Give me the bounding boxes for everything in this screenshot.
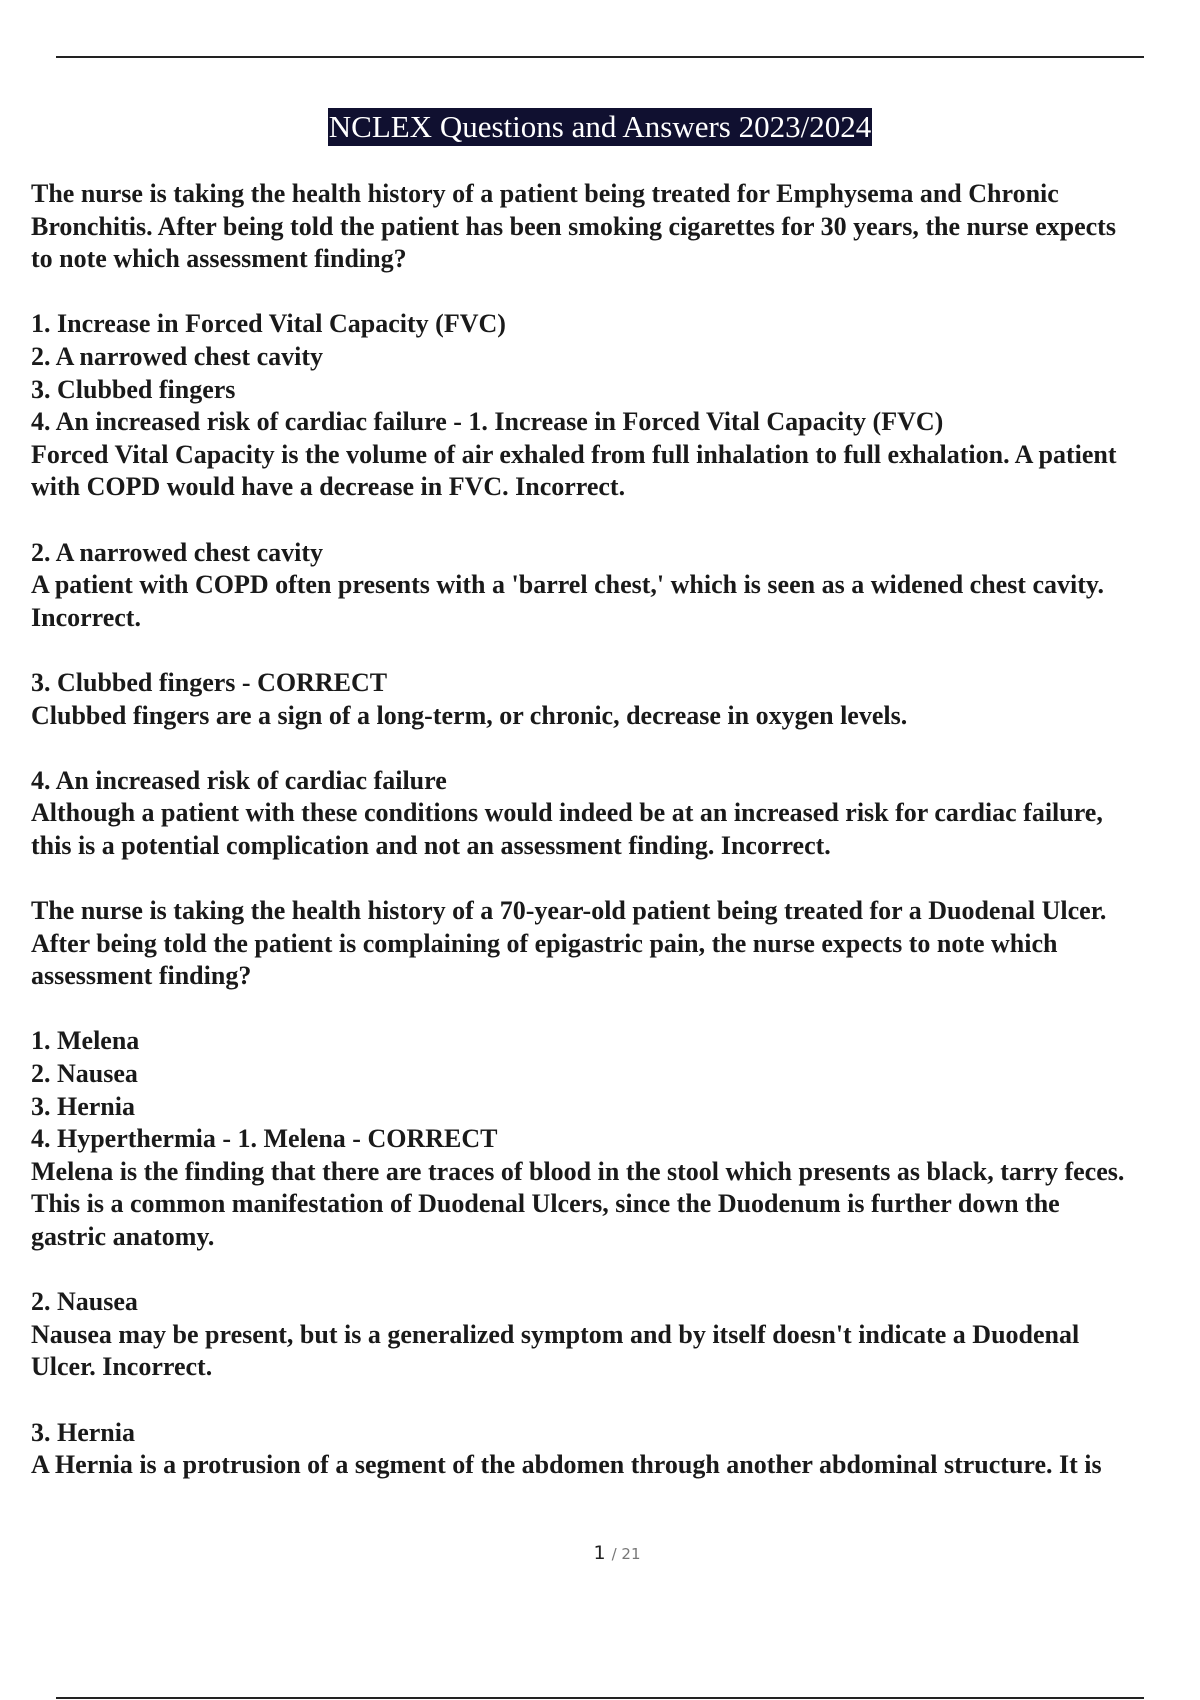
text-line: Incorrect. (31, 602, 141, 632)
text-line: Ulcer. Incorrect. (31, 1352, 213, 1382)
text-line: After being told the patient is complaining of epigastric pain, the nurse expects to note which (31, 928, 1058, 958)
text-line: 1. Increase in Forced Vital Capacity (FVC) (31, 309, 506, 339)
text-line: 2. Nausea (31, 1059, 138, 1089)
text-line: 2. A narrowed chest cavity (31, 537, 323, 567)
text-line: 4. An increased risk of cardiac failure (31, 765, 447, 795)
text-line: Nausea may be present, but is a generalized symptom and by itself doesn't indicate a Duodenal (31, 1319, 1080, 1349)
title-container (0, 108, 1200, 146)
paragraph-gap (31, 1384, 1200, 1417)
text-line: Clubbed fingers are a sign of a long-term, or chronic, decrease in oxygen levels. (31, 700, 908, 730)
text-line: The nurse is taking the health history of a 70-year-old patient being treated for a Duodenal Ulcer. (31, 896, 1107, 926)
text-line: 3. Clubbed fingers - CORRECT (31, 667, 388, 697)
current-page: 1 (593, 1542, 606, 1564)
text-line: 2. Nausea (31, 1287, 138, 1317)
text-line: 2. A narrowed chest cavity (31, 341, 323, 371)
paragraph-gap (31, 862, 1200, 895)
text-line: to note which assessment finding? (31, 244, 407, 274)
text-line: A Hernia is a protrusion of a segment of the abdomen through another abdominal structure. It is (31, 1450, 1102, 1480)
text-line: 3. Hernia (31, 1091, 135, 1121)
text-line: 4. An increased risk of cardiac failure - 1. Increase in Forced Vital Capacity (FVC) (31, 407, 944, 437)
paragraph-gap (31, 634, 1200, 667)
top-divider (56, 56, 1144, 58)
text-line: assessment finding? (31, 961, 252, 991)
paragraph-gap (31, 504, 1200, 537)
text-line: Melena is the finding that there are traces of blood in the stool which presents as black, tarry feces. (31, 1156, 1125, 1186)
text-line: 4. Hyperthermia - 1. Melena - CORRECT (31, 1124, 498, 1154)
text-line: with COPD would have a decrease in FVC. Incorrect. (31, 472, 626, 502)
paragraph-gap (31, 276, 1200, 309)
document-body (31, 178, 1200, 1482)
text-line: The nurse is taking the health history of a patient being treated for Emphysema and Chronic (31, 179, 1059, 208)
bottom-divider (56, 1697, 1144, 1699)
paragraph-gap (31, 732, 1200, 765)
text-line: This is a common manifestation of Duodenal Ulcers, since the Duodenum is further down the (31, 1189, 1060, 1219)
text-line: Although a patient with these conditions would indeed be at an increased risk for cardiac failure, (31, 798, 1103, 828)
paragraph-gap (31, 1254, 1200, 1287)
text-line: Bronchitis. After being told the patient has been smoking cigarettes for 30 years, the nurse expects (31, 211, 1116, 241)
text-line: Forced Vital Capacity is the volume of air exhaled from full inhalation to full exhalation. A patient (31, 439, 1117, 469)
document-title: NCLEX Questions and Answers 2023/2024 (328, 109, 872, 144)
total-pages: / 21 (611, 1545, 641, 1563)
paragraph-gap (31, 993, 1200, 1026)
text-line: gastric anatomy. (31, 1222, 215, 1251)
text-line: this is a potential complication and not an assessment finding. Incorrect. (31, 830, 831, 860)
page-indicator (0, 1542, 1200, 1564)
text-line: 3. Clubbed fingers (31, 374, 236, 404)
text-line: 1. Melena (31, 1026, 140, 1056)
text-line: 3. Hernia (31, 1417, 135, 1447)
text-line: A patient with COPD often presents with a 'barrel chest,' which is seen as a widened chest cavity. (31, 570, 1104, 600)
